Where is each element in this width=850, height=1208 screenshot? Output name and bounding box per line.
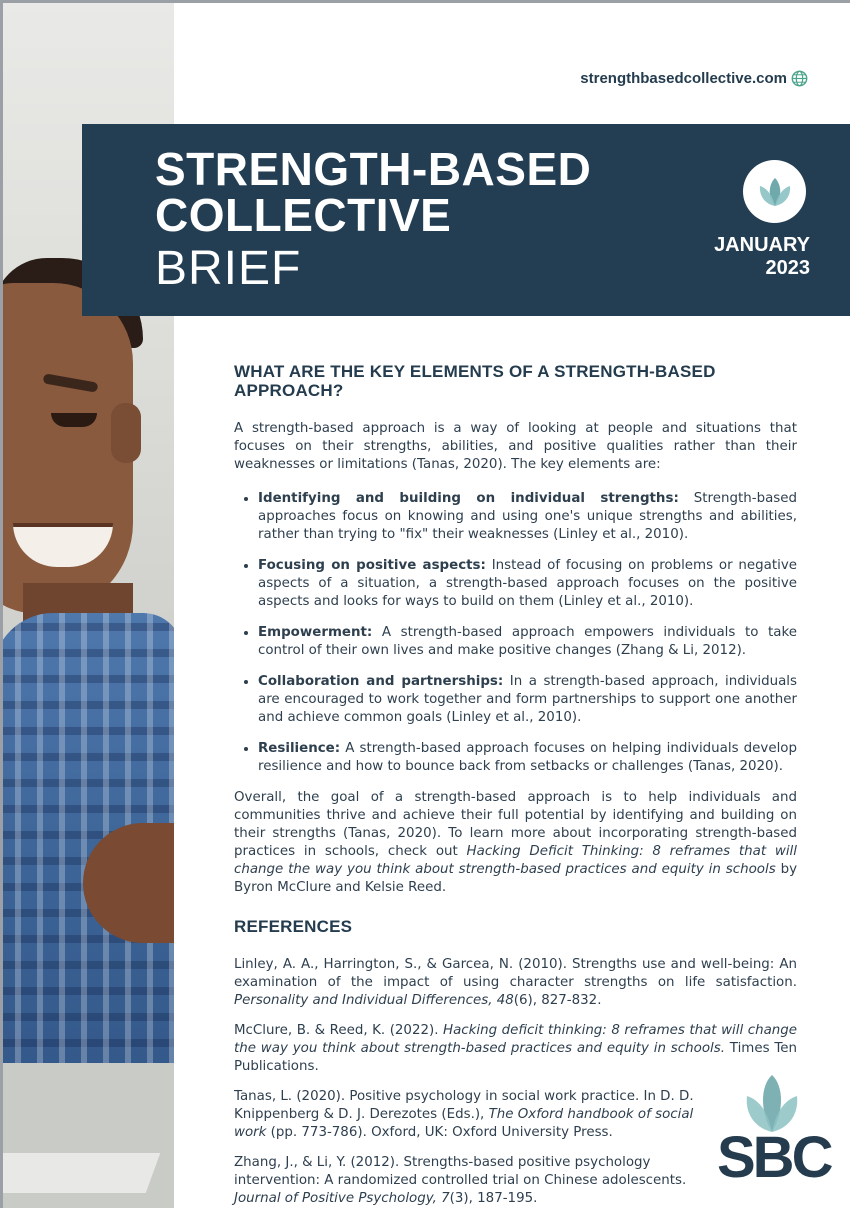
reference-italic: The Oxford handbook of social work <box>234 1107 694 1140</box>
main-content <box>234 362 797 1208</box>
reference-item <box>234 956 797 1010</box>
key-elements-list <box>234 490 797 776</box>
element-term: Resilience: <box>258 741 341 756</box>
lotus-badge <box>743 160 806 223</box>
element-text: A strength-based approach empowers individuals to take control of their own lives and make positive changes (Zhang & Li, 2012). <box>258 625 797 658</box>
reference-item <box>234 1154 714 1208</box>
element-text: Strength-based approaches focus on knowing and using one's unique strengths and abilities, rather than trying to "fix" their weaknesses (Linley et al., 2010). <box>258 491 797 542</box>
date-month: JANUARY <box>714 234 810 256</box>
lotus-icon <box>755 176 795 208</box>
title-line-1: STRENGTH-BASED <box>155 143 592 195</box>
element-text: A strength-based approach focuses on helping individuals develop resilience and how to bounce back from setbacks or challenges (Tanas, 2020). <box>258 741 797 774</box>
section-heading <box>234 362 797 400</box>
intro-paragraph: A strength-based approach is a way of looking at people and situations that focuses on their strengths, abilities, and positive qualities rather than their weaknesses or limitations (Tanas, 2020). The key elements are: <box>234 421 797 472</box>
section-heading-line-2: APPROACH? <box>234 381 344 400</box>
list-item <box>258 673 797 727</box>
outro-end: by Byron McClure and Kelsie Reed. <box>234 862 797 895</box>
reference-italic: Journal of Positive Psychology, 7 <box>234 1191 450 1206</box>
reference-item <box>234 1088 714 1142</box>
section-heading-line-1: WHAT ARE THE KEY ELEMENTS OF A STRENGTH-BASED <box>234 362 716 381</box>
element-text: Instead of focusing on problems or negative aspects of a situation, a strength-based approach focuses on the positive aspects and looks for ways to build on them (Linley et al., 2010). <box>258 558 797 609</box>
reference-item <box>234 1022 797 1076</box>
website-text[interactable]: strengthbasedcollective.com <box>580 70 787 87</box>
element-term: Focusing on positive aspects: <box>258 558 486 573</box>
photo-ear <box>111 403 141 463</box>
website-link[interactable] <box>580 70 808 87</box>
logo-wordmark: SBC <box>717 1125 831 1190</box>
reference-italic: Hacking deficit thinking: 8 reframes that will change the way you think about strength-based practices and equity in schools. <box>234 1023 798 1056</box>
title-line-3: BRIEF <box>155 242 302 295</box>
outro-start: Overall, the goal of a strength-based approach is to help individuals and communities thrive and achieve their full potential by identifying and building on their strengths (Tanas, 2020). To learn more about incorporating strength-based practices in schools, check out <box>234 790 797 859</box>
list-item <box>258 740 797 776</box>
title-line-2: COLLECTIVE <box>155 189 452 241</box>
photo-laptop <box>3 1153 160 1193</box>
outro-book-title: Hacking Deficit Thinking: 8 reframes that will change the way you think about strength-based practices and equity in schools <box>234 844 797 877</box>
issue-date <box>714 234 810 280</box>
photo-eye <box>51 413 97 427</box>
reference-text: (6), 827-832. <box>513 993 602 1008</box>
reference-text: (3), 187-195. <box>449 1191 538 1206</box>
list-item <box>258 557 797 611</box>
globe-icon <box>791 70 808 87</box>
element-text: In a strength-based approach, individuals are encouraged to work together and form partnerships to support one another and achieve common goals (Linley et al., 2010). <box>258 674 798 725</box>
title-banner <box>82 124 850 316</box>
element-term: Identifying and building on individual strengths: <box>258 491 679 506</box>
reference-text: Zhang, J., & Li, Y. (2012). Strengths-based positive psychology intervention: A randomized controlled trial on Chinese adolescents. <box>234 1155 687 1188</box>
reference-text: Times Ten Publications. <box>234 1041 798 1074</box>
sbc-logo <box>714 1074 830 1190</box>
list-item <box>258 624 797 660</box>
date-year: 2023 <box>765 257 810 279</box>
references-heading: REFERENCES <box>234 917 353 936</box>
outro-paragraph <box>234 789 797 897</box>
reference-text: Tanas, L. (2020). Positive psychology in social work practice. In D. D. Knippenberg & D. J. Derezotes (Eds.), <box>234 1089 694 1122</box>
element-term: Empowerment: <box>258 625 373 640</box>
list-item <box>258 490 797 544</box>
reference-text: Linley, A. A., Harrington, S., & Garcea, N. (2010). Strengths use and well-being: An examination of the impact of using character strengths on life satisfaction. <box>234 957 797 990</box>
reference-italic: Personality and Individual Differences, 48 <box>234 993 514 1008</box>
reference-text: (pp. 773-786). Oxford, UK: Oxford University Press. <box>266 1125 613 1140</box>
element-term: Collaboration and partnerships: <box>258 674 504 689</box>
reference-text: McClure, B. & Reed, K. (2022). <box>234 1023 444 1038</box>
